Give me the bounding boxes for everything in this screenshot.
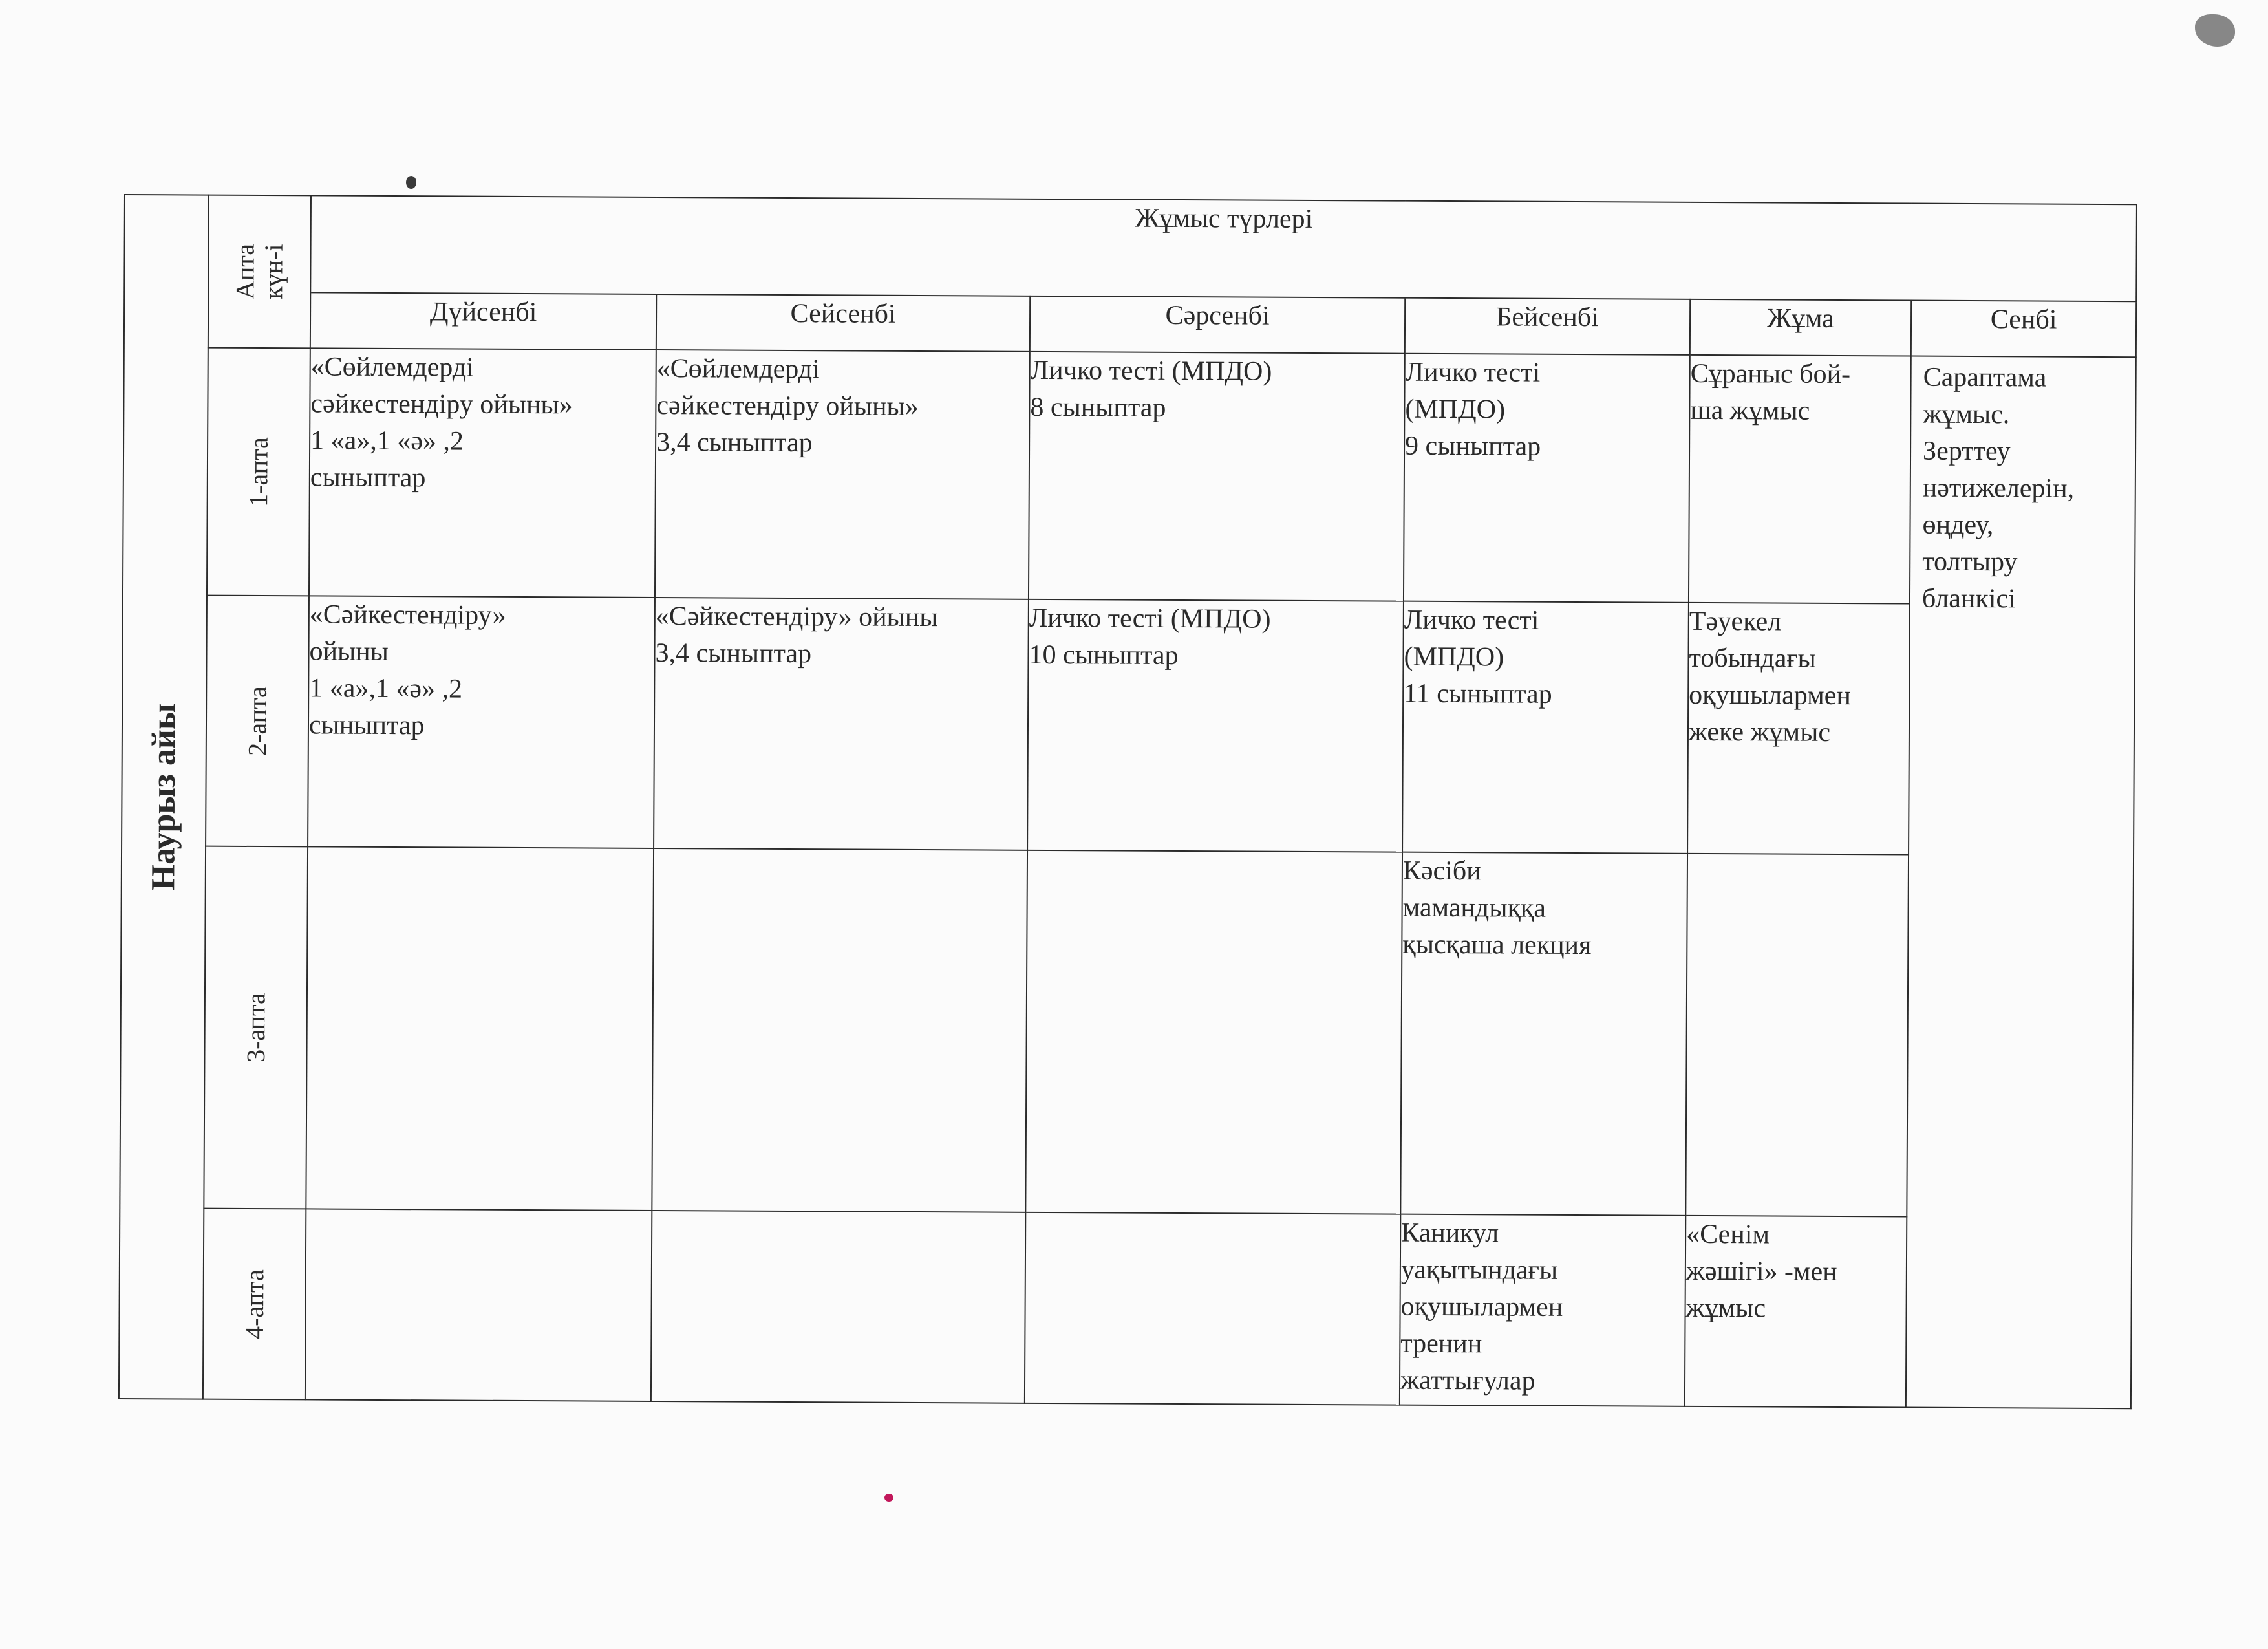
cell-text-line: 8 сыныптар bbox=[1030, 392, 1166, 423]
cell-text-line: қысқаша лекция bbox=[1402, 929, 1592, 961]
cell-text-line: (МПДО) bbox=[1405, 394, 1506, 425]
cell-text-line: бланкісі bbox=[1921, 583, 2016, 614]
cell-week1-thursday bbox=[1404, 354, 1690, 603]
cell-text-line: тренин bbox=[1400, 1328, 1482, 1359]
cell-week2-thursday bbox=[1402, 601, 1689, 854]
week-row-4 bbox=[119, 1208, 2132, 1408]
cell-saturday bbox=[1906, 356, 2136, 1409]
cell-week1-wednesday bbox=[1029, 352, 1405, 601]
cell-week4-friday bbox=[1685, 1216, 1907, 1408]
cell-week4-thursday bbox=[1400, 1214, 1685, 1406]
day-header-saturday: Сенбі bbox=[1911, 301, 2136, 358]
cell-text-line: жәшігі» -мен bbox=[1685, 1256, 1837, 1287]
ink-dot bbox=[884, 1494, 893, 1502]
cell-week2-wednesday bbox=[1027, 599, 1404, 852]
week-label-cell bbox=[207, 348, 310, 596]
cell-week3-tuesday bbox=[652, 848, 1027, 1212]
cell-text-line: жаттығулар bbox=[1400, 1365, 1535, 1396]
ink-smudge bbox=[2195, 14, 2235, 47]
cell-text-line: уақытындағы bbox=[1400, 1255, 1558, 1286]
cell-text-line: Личко тесті (МПДО) bbox=[1029, 603, 1271, 634]
cell-text-line: сәйкестендіру ойыны» bbox=[656, 391, 919, 422]
cell-text-line: «Сөйлемдерді bbox=[310, 352, 474, 383]
cell-text-line: Личко тесті bbox=[1405, 357, 1541, 388]
week-label-cell bbox=[203, 1209, 306, 1400]
cell-text-line: оқушылармен bbox=[1400, 1291, 1563, 1322]
table-title: Жұмыс түрлері bbox=[310, 195, 2137, 301]
cell-week2-monday bbox=[308, 596, 655, 848]
cell-week4-monday bbox=[305, 1209, 652, 1401]
cell-week1-tuesday bbox=[655, 350, 1030, 599]
cell-week4-tuesday bbox=[651, 1211, 1025, 1403]
cell-text-line: 1 «а»,1 «ә» ,2 bbox=[310, 426, 464, 457]
day-header-wednesday: Сәрсенбі bbox=[1030, 296, 1405, 354]
cell-week1-monday bbox=[309, 348, 656, 598]
title-row bbox=[124, 195, 2137, 301]
cell-text-line: өңдеу, bbox=[1922, 510, 1994, 541]
cell-text-line: сәйкестендіру ойыны» bbox=[310, 389, 573, 420]
cell-text-line: 1 «а»,1 «ә» ,2 bbox=[309, 673, 463, 704]
weekly-schedule-table bbox=[118, 194, 2137, 1409]
cell-text-line: «Сенім bbox=[1686, 1219, 1770, 1250]
day-header-thursday: Бейсенбі bbox=[1405, 298, 1690, 355]
day-header-monday: Дүйсенбі bbox=[310, 292, 656, 350]
cell-text-line: 11 сыныптар bbox=[1404, 678, 1552, 709]
corner-line-1: Апта bbox=[230, 243, 260, 300]
cell-text-line: 3,4 сыныптар bbox=[656, 427, 813, 458]
corner-line-2: күн-і bbox=[259, 244, 288, 299]
day-header-friday: Жұма bbox=[1690, 299, 1911, 356]
cell-text-line: жұмыс. bbox=[1923, 399, 2010, 430]
cell-text-line: (МПДО) bbox=[1404, 641, 1504, 673]
cell-text-line: Тәуекел bbox=[1689, 606, 1782, 637]
week-label-cell bbox=[206, 596, 309, 847]
cell-week3-wednesday bbox=[1025, 850, 1402, 1214]
ink-dot bbox=[406, 176, 416, 189]
cell-text-line: 3,4 сыныптар bbox=[655, 638, 812, 669]
cell-text-line: Сараптама bbox=[1923, 362, 2047, 393]
corner-cell bbox=[208, 195, 311, 349]
cell-week2-tuesday bbox=[654, 598, 1029, 850]
cell-text-line: сыныптар bbox=[308, 710, 425, 741]
week-label: 1-апта bbox=[244, 436, 273, 507]
week-row-1 bbox=[123, 347, 2136, 605]
cell-text-line: Каникул bbox=[1401, 1218, 1499, 1249]
week-label: 3-апта bbox=[241, 993, 271, 1062]
cell-text-line: толтыру bbox=[1922, 546, 2018, 577]
cell-text-line: 10 сыныптар bbox=[1029, 640, 1179, 671]
cell-text-line: «Сәйкестендіру» ойыны bbox=[655, 601, 938, 633]
cell-week1-friday bbox=[1689, 355, 1911, 604]
cell-text-line: Зерттеу bbox=[1922, 436, 2011, 467]
cell-text-line: Сұраныс бой- bbox=[1690, 358, 1851, 390]
cell-week4-wednesday bbox=[1025, 1212, 1400, 1405]
cell-text-line: «Сөйлемдерді bbox=[656, 354, 820, 385]
cell-text-line: сыныптар bbox=[310, 462, 426, 493]
week-label: 4-апта bbox=[239, 1269, 270, 1339]
week-label-cell bbox=[204, 846, 308, 1209]
cell-text-line: Личко тесті bbox=[1404, 605, 1539, 636]
week-row-2 bbox=[122, 595, 2135, 856]
cell-text-line: нәтижелерін, bbox=[1922, 473, 2075, 504]
month-cell bbox=[119, 195, 209, 1399]
corner-label bbox=[231, 244, 288, 299]
cell-week3-monday bbox=[306, 846, 654, 1211]
cell-text-line: тобындағы bbox=[1689, 643, 1816, 674]
cell-text-line: жеке жұмыс bbox=[1688, 717, 1831, 748]
week-label: 2-апта bbox=[242, 686, 272, 756]
cell-text-line: мамандыққа bbox=[1402, 892, 1546, 923]
cell-text-line: 9 сыныптар bbox=[1405, 431, 1541, 462]
cell-text-line: ша жұмыс bbox=[1690, 395, 1810, 426]
week-row-3 bbox=[120, 846, 2134, 1218]
cell-week3-thursday bbox=[1400, 852, 1687, 1216]
cell-week3-friday bbox=[1685, 854, 1909, 1217]
cell-text-line: оқушылармен bbox=[1689, 680, 1851, 711]
day-header-row bbox=[124, 292, 2136, 357]
cell-text-line: ойыны bbox=[309, 636, 389, 667]
day-header-tuesday: Сейсенбі bbox=[656, 294, 1030, 352]
cell-week2-friday bbox=[1687, 603, 1910, 855]
cell-text-line: жұмыс bbox=[1685, 1293, 1766, 1324]
month-label: Наурыз айы bbox=[145, 703, 183, 891]
cell-text-line: Кәсіби bbox=[1402, 856, 1481, 887]
cell-text-line: «Сәйкестендіру» bbox=[309, 599, 506, 630]
cell-text-line: Личко тесті (МПДО) bbox=[1030, 355, 1272, 387]
